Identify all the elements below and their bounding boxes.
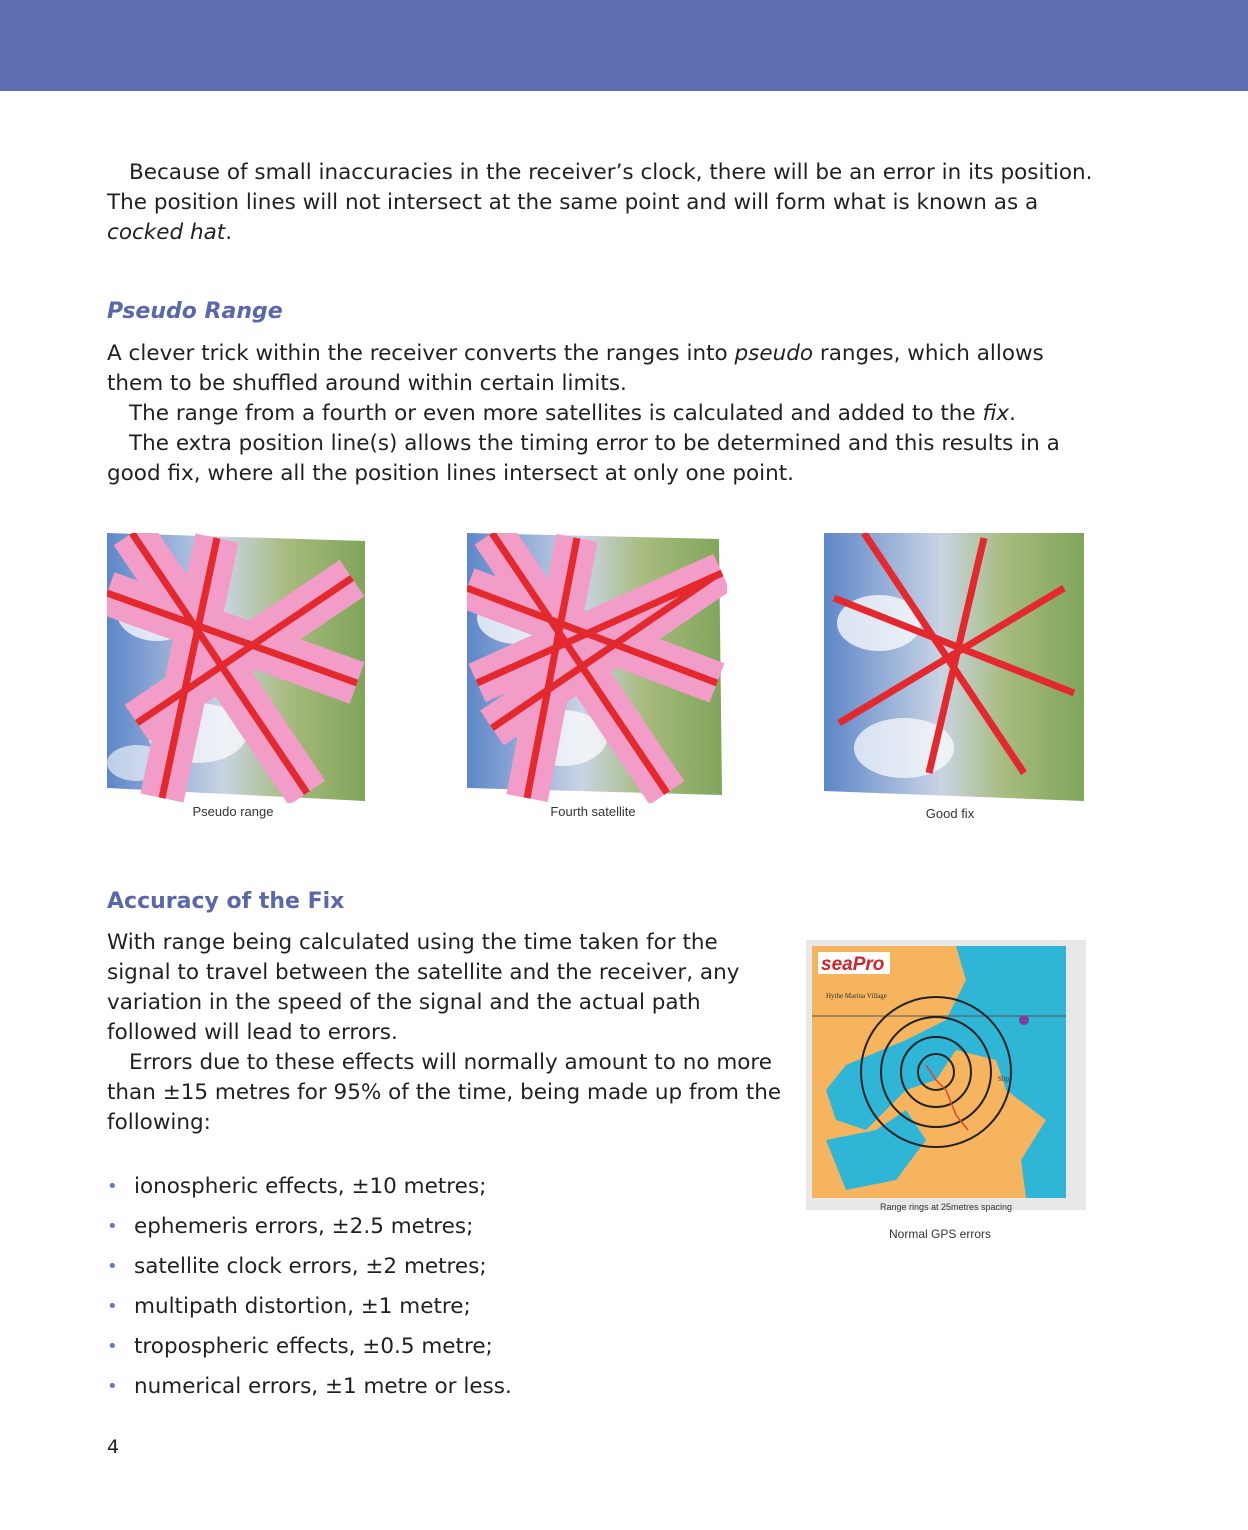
figure-pseudo-range [107, 533, 367, 803]
list-item: • ionospheric effects, ±10 metres; [107, 1174, 487, 1199]
list-item: • multipath distortion, ±1 metre; [107, 1294, 471, 1319]
list-item: • tropospheric effects, ±0.5 metre; [107, 1334, 493, 1359]
list-item: • ephemeris errors, ±2.5 metres; [107, 1214, 474, 1239]
brand-logo: seaPro [821, 954, 885, 975]
accuracy-heading: Accuracy of the Fix [107, 889, 345, 914]
pseudo-range-heading: Pseudo Range [107, 299, 283, 324]
ring-note: Range rings at 25metres spacing [879, 1202, 1013, 1212]
figure-good-fix [824, 533, 1086, 803]
chart-caption: Normal GPS errors [888, 1227, 992, 1241]
accuracy-text: With range being calculated using the time taken for the signal to travel between the satellite and the receiver, any variation in the speed of the signal and the actual path followed will lead to errors. Errors due to these effects will normally amount to no more than ±15 metres for 95% of the time, being made up from the following: [107, 930, 782, 1135]
intro-paragraph: Because of small inaccuracies in the receiver’s clock, there will be an error in its position. The position lines will not intersect at the same point and will form what is known as a cocked hat. [107, 160, 1093, 245]
place-label: Hythe Marina Village [826, 992, 887, 1000]
slip-label: Slip [998, 1075, 1010, 1083]
header-banner [0, 0, 1248, 91]
figure-caption: Fourth satellite [550, 804, 636, 819]
list-item: • satellite clock errors, ±2 metres; [107, 1254, 487, 1279]
gps-error-chart [806, 940, 1086, 1225]
list-item: • numerical errors, ±1 metre or less. [107, 1374, 512, 1399]
figure-caption: Good fix [925, 806, 975, 821]
figure-fourth-satellite [467, 533, 727, 803]
page-number: 4 [107, 1436, 120, 1458]
error-list [107, 1172, 512, 1412]
figure-caption: Pseudo range [192, 804, 274, 819]
pseudo-range-text: A clever trick within the receiver converts the ranges into pseudo ranges, which allows them to be shuffled around within certain limits. The range from a fourth or even more satellites is calculated and added to the fix. The extra position line(s) allows the timing error to be determined and this results in a good fix, where all the position lines intersect at only one point. [107, 341, 1060, 486]
